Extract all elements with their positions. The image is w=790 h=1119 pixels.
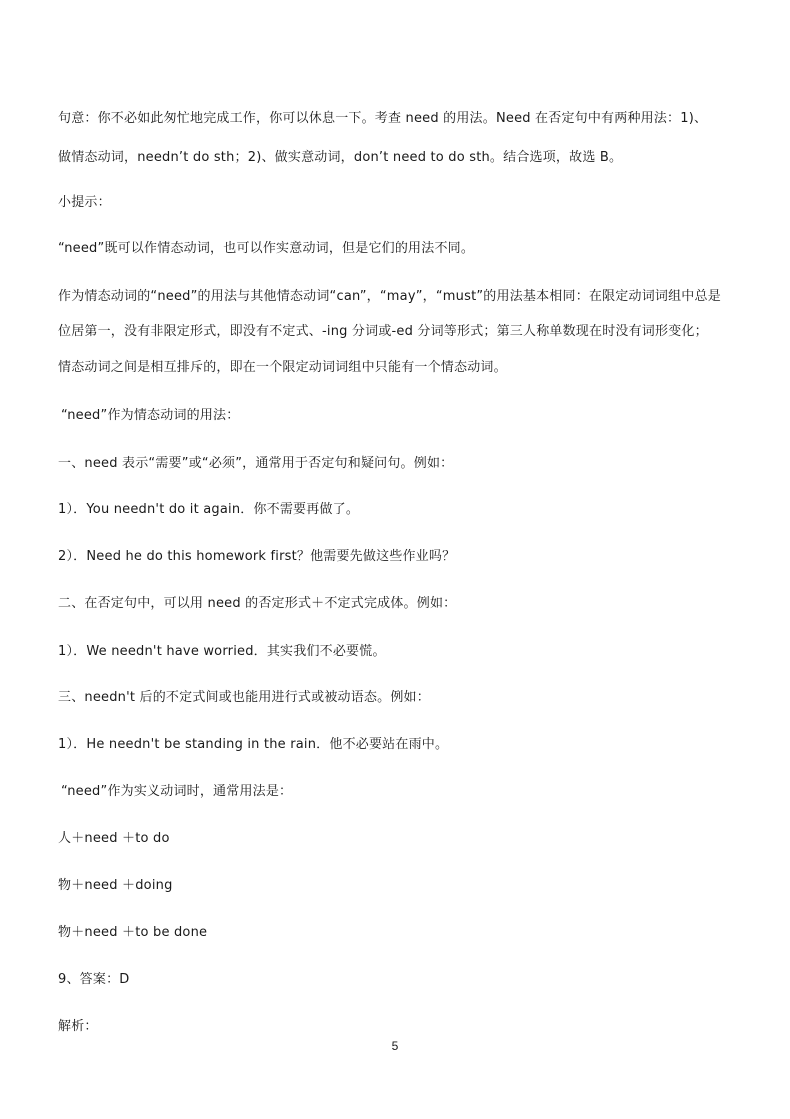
text-line: 作为情态动词的“need”的用法与其他情态动词“can”，“may”，“must”的用法基本相同：在限定动词词组中总是 [58, 289, 721, 304]
text-line: 1）．We needn't have worried．其实我们不必要慌。 [58, 644, 386, 659]
text-line: 三、needn't 后的不定式间或也能用进行式或被动语态。例如： [58, 690, 430, 705]
text-line: 一、need 表示“需要”或“必须”，通常用于否定句和疑问句。例如： [58, 456, 454, 471]
text-line: 物＋need ＋to be done [58, 925, 208, 940]
text-line: 9、答案：D [58, 972, 130, 987]
text-line: 人＋need ＋to do [58, 831, 170, 846]
text-line: 1）．He needn't be standing in the rain．他不必要站在雨中。 [58, 737, 449, 752]
text-line: “need”既可以作情态动词，也可以作实意动词，但是它们的用法不同。 [58, 241, 475, 256]
text-line: 2）．Need he do this homework first？他需要先做这些作业吗？ [58, 549, 456, 564]
text-line: 位居第一，没有非限定形式，即没有不定式、-ing 分词或-ed 分词等形式；第三人称单数现在时没有词形变化； [58, 324, 708, 339]
text-line: 解析： [58, 1019, 98, 1034]
text-line: 小提示： [58, 195, 111, 210]
text-line: 情态动词之间是相互排斥的，即在一个限定动词词组中只能有一个情态动词。 [58, 360, 507, 375]
text-line: 二、在否定句中，可以用 need 的否定形式＋不定式完成体。例如： [58, 596, 457, 611]
text-line: 物＋need ＋doing [58, 878, 173, 893]
text-line: 1）．You needn't do it again．你不需要再做了。 [58, 502, 360, 517]
text-line: “need”作为情态动词的用法： [61, 408, 240, 423]
page-number: 5 [391, 1039, 399, 1053]
text-line: “need”作为实义动词时，通常用法是： [61, 784, 293, 799]
text-line: 句意：你不必如此匆忙地完成工作，你可以休息一下。考查 need 的用法。Need 在否定句中有两种用法：1)、 [58, 111, 708, 126]
text-line: 做情态动词，needn’t do sth；2)、做实意动词，don’t need to do sth。结合选项，故选 B。 [58, 150, 623, 165]
